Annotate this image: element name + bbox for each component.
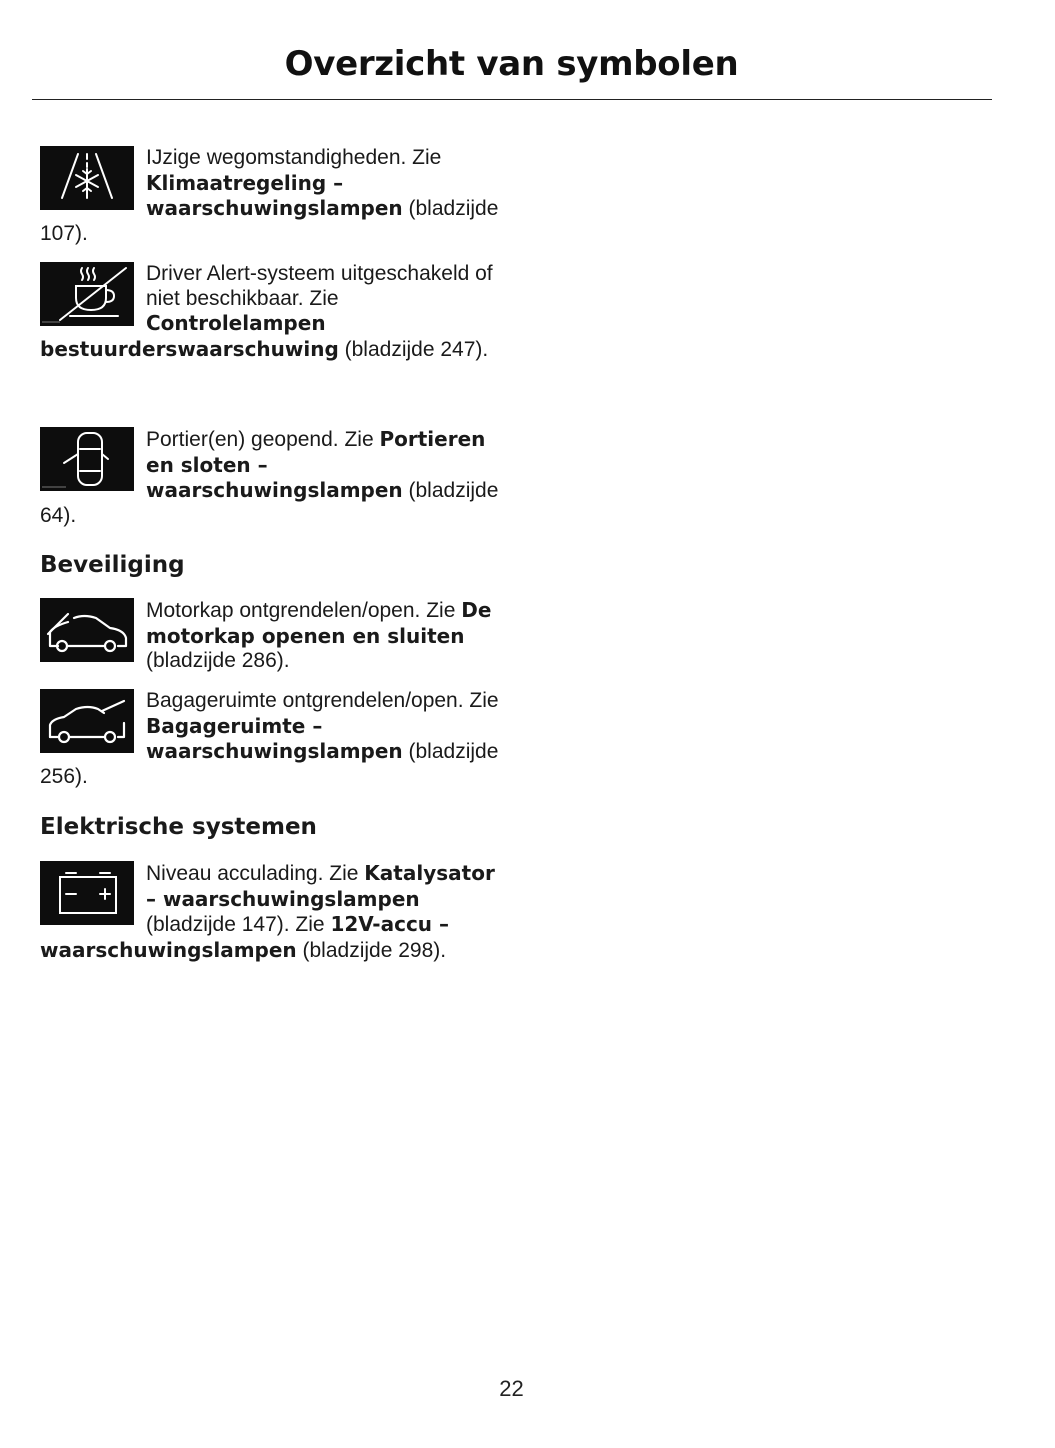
page-reference: (bladzijde 286).: [146, 649, 290, 672]
symbol-entry-driver-alert: [40, 262, 500, 362]
entry-text: Niveau acculading. Zie: [146, 862, 365, 885]
page-reference: (bladzijde 147). Zie: [146, 913, 331, 936]
section-heading-electrical: Elektrische systemen: [40, 814, 317, 840]
section-heading-security: Beveiliging: [40, 552, 185, 578]
page-reference: (bladzijde 247).: [338, 337, 489, 361]
page-reference: (bladzijde 256).: [40, 740, 499, 788]
symbol-entry-battery: [40, 861, 500, 963]
page-reference: (bladzijde 298).: [296, 938, 447, 962]
cross-reference-link[interactable]: 12V-accu – waarschuwingslampen: [40, 912, 450, 962]
page-number: 22: [499, 1376, 524, 1401]
entry-text: Portier(en) geopend. Zie: [146, 428, 380, 451]
entry-text: Bagageruimte ontgrendelen/open. Zie: [146, 689, 499, 712]
icy-road-snowflake-icon: [40, 146, 134, 210]
trunk-open-icon: [40, 689, 134, 753]
entry-text: Driver Alert-systeem uitgeschakeld of niet beschikbaar. Zie: [146, 262, 493, 310]
entry-text: Motorkap ontgrendelen/open. Zie: [146, 599, 462, 622]
cross-reference-link[interactable]: Portieren en sloten – waarschuwingslampen: [146, 427, 486, 502]
page-reference: (bladzijde 64).: [40, 479, 499, 527]
cross-reference-link[interactable]: De motorkap openen en sluiten: [146, 598, 492, 648]
cross-reference-link[interactable]: Bagageruimte – waarschuwingslampen: [146, 713, 403, 763]
title-divider: [32, 99, 992, 100]
page-reference: (bladzijde 107).: [40, 197, 499, 245]
symbol-entry-door-open: [40, 427, 500, 528]
page-title: Overzicht van symbolen: [284, 44, 739, 84]
driver-alert-coffee-cup-icon: [40, 262, 134, 326]
entry-text: IJzige wegomstandigheden. Zie: [146, 146, 442, 169]
cross-reference-link[interactable]: Klimaatregeling – waarschuwingslampen: [146, 170, 403, 220]
cross-reference-link[interactable]: Controlelampen bestuurderswaarschuwing: [40, 311, 339, 361]
hood-open-icon: [40, 598, 134, 662]
symbol-entry-icy-road: [40, 146, 500, 246]
cross-reference-link[interactable]: Katalysator – waarschuwingslampen: [146, 861, 495, 911]
door-open-car-icon: [40, 427, 134, 491]
symbol-entry-hood-open: [40, 598, 500, 674]
battery-icon: [40, 861, 134, 925]
symbol-entry-trunk-open: [40, 689, 500, 789]
